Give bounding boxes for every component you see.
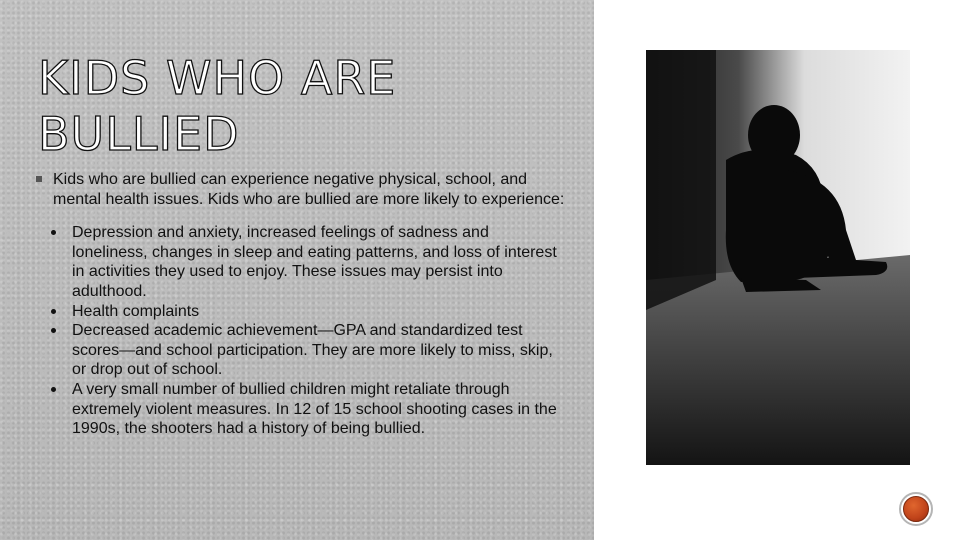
next-slide-button[interactable] — [899, 492, 933, 526]
list-item-text: Health complaints — [72, 302, 200, 320]
dot-bullet-icon — [51, 309, 56, 314]
photo-illustration — [646, 50, 910, 465]
list-item — [72, 302, 566, 322]
list-item — [72, 223, 566, 301]
list-item-text: A very small number of bullied children might retaliate through extremely violent measures. In 12 of 15 school shooting cases in the 1990s, the shooters had a history of being bullied. — [72, 380, 557, 438]
list-item — [72, 380, 566, 439]
effects-list — [36, 223, 566, 439]
intro-text: Kids who are bullied can experience negative physical, school, and mental health issues. Kids who are bullied are more likely to experience: — [53, 171, 565, 208]
intro-paragraph — [36, 170, 566, 209]
square-bullet-icon — [36, 176, 42, 182]
circle-nav-icon — [903, 496, 929, 522]
list-item — [72, 321, 566, 380]
dot-bullet-icon — [51, 230, 56, 235]
slide-title: KIDS WHO ARE BULLIED — [38, 51, 397, 161]
slide-body — [36, 170, 566, 439]
list-item-text: Decreased academic achievement—GPA and standardized test scores—and school participation. They are more likely to miss, skip, or drop out of school. — [72, 322, 553, 379]
list-item-text: Depression and anxiety, increased feelings of sadness and loneliness, changes in sleep and eating patterns, and loss of interest in activities they used to enjoy. These issues may persist into adulthood. — [72, 224, 557, 300]
dot-bullet-icon — [51, 328, 56, 333]
dot-bullet-icon — [51, 387, 56, 392]
bullied-child-photo — [646, 50, 910, 465]
